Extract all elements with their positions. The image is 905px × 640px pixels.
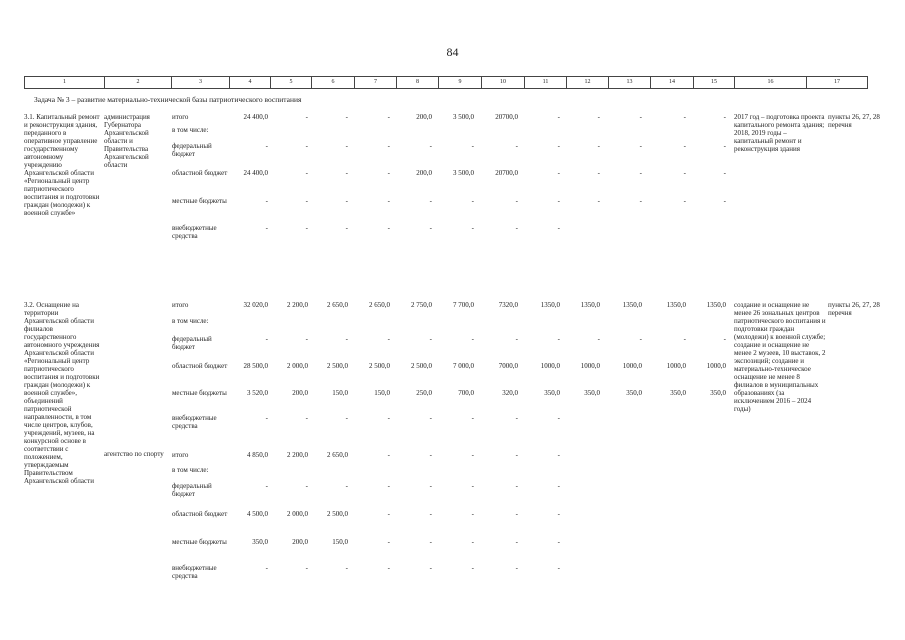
measure-3-1-value-cell: -	[723, 113, 726, 121]
measure-3-2-sport-executor: агентство по спорту	[104, 450, 164, 458]
measure-3-2-value-cell: 350,0	[544, 389, 560, 397]
measure-3-2-value-cell: -	[387, 414, 390, 422]
measure-3-2-value-cell: 7 700,0	[453, 301, 474, 309]
measure-3-2-sport-value-cell: 350,0	[252, 538, 268, 546]
measure-3-1-value-cell: 3 500,0	[453, 169, 474, 177]
measure-3-2-sport-value-cell: 2 200,0	[287, 451, 308, 459]
measure-3-1-value-cell: 24 400,0	[243, 113, 268, 121]
measure-3-2-sport-value-cell: -	[429, 564, 432, 572]
measure-3-1-value-cell: -	[597, 113, 600, 121]
measure-3-2-value-cell: -	[429, 335, 432, 343]
measure-3-2-value-cell: 2 000,0	[287, 362, 308, 370]
measure-3-2-row-label: федеральный бюджет	[172, 335, 212, 351]
measure-3-1-value-cell: 20700,0	[495, 169, 518, 177]
measure-3-2-value-cell: -	[471, 335, 474, 343]
measure-3-2-value-cell: 320,0	[502, 389, 518, 397]
measure-3-2-sport-value-cell: -	[557, 564, 560, 572]
page-number: 84	[446, 45, 459, 59]
measure-3-2-value-cell: 28 500,0	[243, 362, 268, 370]
measure-3-2-value-cell: 3 520,0	[247, 389, 268, 397]
measure-3-1-value-cell: -	[471, 224, 474, 232]
measure-3-1-value-cell: -	[345, 224, 348, 232]
measure-3-2-value-cell: -	[305, 414, 308, 422]
measure-3-1-value-cell: -	[723, 169, 726, 177]
measure-3-2-sport-value-cell: -	[557, 510, 560, 518]
measure-3-2-sport-value-cell: -	[429, 538, 432, 546]
measure-3-2-sport-row-label: местные бюджеты	[172, 538, 227, 546]
measure-3-2-value-cell: -	[557, 414, 560, 422]
measure-3-2-sport-value-cell: 2 650,0	[327, 451, 348, 459]
measure-3-2-value-cell: 7320,0	[498, 301, 518, 309]
header-cell-11: 11	[524, 77, 566, 88]
measure-3-2-value-cell: -	[639, 335, 642, 343]
measure-3-2-sport-value-cell: -	[305, 564, 308, 572]
measure-3-2-row-label: областной бюджет	[172, 362, 228, 370]
header-cell-14: 14	[650, 77, 693, 88]
measure-3-1-value-cell: -	[265, 224, 268, 232]
measure-3-2-value-cell: -	[305, 335, 308, 343]
measure-3-1-value-cell: -	[345, 142, 348, 150]
measure-3-2-value-cell: 1350,0	[706, 301, 726, 309]
measure-3-2-value-cell: 200,0	[292, 389, 308, 397]
measure-3-2-value-cell: 2 500,0	[369, 362, 390, 370]
measure-3-1-value-cell: -	[305, 142, 308, 150]
measure-3-2-sport-value-cell: -	[345, 482, 348, 490]
measure-3-1-row-label: в том числе:	[172, 126, 209, 134]
measure-3-2-value-cell: -	[345, 335, 348, 343]
column-number-header	[24, 76, 868, 89]
measure-3-1-value-cell: -	[683, 142, 686, 150]
measure-3-1-value-cell: -	[557, 169, 560, 177]
measure-3-1-value-cell: -	[305, 169, 308, 177]
measure-3-2-value-cell: 1000,0	[706, 362, 726, 370]
measure-3-2-value-cell: 150,0	[374, 389, 390, 397]
measure-3-2-value-cell: -	[345, 414, 348, 422]
measure-3-2-value-cell: 1350,0	[580, 301, 600, 309]
measure-3-1-value-cell: -	[305, 224, 308, 232]
measure-3-2-sport-value-cell: -	[387, 482, 390, 490]
measure-3-2-sport-value-cell: -	[515, 510, 518, 518]
measure-3-2-sport-value-cell: 4 850,0	[247, 451, 268, 459]
measure-3-1-value-cell: -	[639, 197, 642, 205]
measure-3-2-sport-value-cell: -	[265, 482, 268, 490]
measure-3-1-value-cell: -	[683, 113, 686, 121]
measure-3-2-sport-value-cell: 4 500,0	[247, 510, 268, 518]
measure-3-2-title: 3.2. Оснащение на территории Архангельской области филиалов государственного автономного учреждения Архангельской области «Региональный центр патриотического воспитания и подготовки граждан (молодежи) к военной службе», объединений патриотической направленности, в том числе центров, клубов, учреждений, музеев, на конкурсной основе в соответствии с положением, утверждаемым Правительством Архангельской области	[24, 301, 100, 485]
measure-3-2-row-label: итого	[172, 301, 189, 309]
measure-3-2-sport-value-cell: -	[515, 564, 518, 572]
measure-3-2-sport-value-cell: -	[305, 482, 308, 490]
measure-3-2-sport-value-cell: -	[557, 538, 560, 546]
measure-3-2-value-cell: 2 750,0	[411, 301, 432, 309]
measure-3-1-value-cell: 200,0	[416, 113, 432, 121]
header-cell-4: 4	[229, 77, 270, 88]
measure-3-2-value-cell: 1000,0	[666, 362, 686, 370]
measure-3-2-value-cell: 2 500,0	[411, 362, 432, 370]
measure-3-2-sport-value-cell: 2 500,0	[327, 510, 348, 518]
measure-3-2-value-cell: 350,0	[626, 389, 642, 397]
measure-3-1-value-cell: -	[557, 197, 560, 205]
measure-3-2-value-cell: 2 650,0	[369, 301, 390, 309]
measure-3-2-sport-row-label: областной бюджет	[172, 510, 228, 518]
measure-3-1-value-cell: -	[723, 142, 726, 150]
measure-3-2-value-cell: -	[597, 335, 600, 343]
measure-3-2-row-label: внебюджетные средства	[172, 414, 217, 430]
measure-3-1-value-cell: -	[305, 113, 308, 121]
measure-3-1-value-cell: -	[387, 142, 390, 150]
measure-3-2-value-cell: -	[265, 335, 268, 343]
measure-3-1-value-cell: -	[345, 113, 348, 121]
measure-3-2-value-cell: 1000,0	[580, 362, 600, 370]
measure-3-1-value-cell: -	[639, 169, 642, 177]
measure-3-2-value-cell: 7 000,0	[453, 362, 474, 370]
measure-3-2-sport-row-label: федеральный бюджет	[172, 482, 212, 498]
measure-3-2-sport-value-cell: -	[265, 564, 268, 572]
measure-3-2-sport-value-cell: -	[471, 510, 474, 518]
measure-3-2-value-cell: 1350,0	[666, 301, 686, 309]
measure-3-1-value-cell: 200,0	[416, 169, 432, 177]
measure-3-2-sport-value-cell: -	[429, 510, 432, 518]
measure-3-1-row-label: местные бюджеты	[172, 197, 227, 205]
measure-3-2-sport-value-cell: 2 000,0	[287, 510, 308, 518]
measure-3-2-sport-value-cell: -	[515, 451, 518, 459]
measure-3-2-sport-value-cell: -	[387, 451, 390, 459]
header-cell-12: 12	[566, 77, 608, 88]
measure-3-2-value-cell: 700,0	[458, 389, 474, 397]
measure-3-1-row-label: итого	[172, 113, 189, 121]
measure-3-1-row-label: федеральный бюджет	[172, 142, 212, 158]
header-cell-16: 16	[734, 77, 806, 88]
measure-3-2-sport-value-cell: -	[471, 482, 474, 490]
measure-3-2-value-cell: -	[557, 335, 560, 343]
measure-3-2-value-cell: 1000,0	[622, 362, 642, 370]
measure-3-1-value-cell: 24 400,0	[243, 169, 268, 177]
measure-3-2-sport-value-cell: -	[557, 451, 560, 459]
measure-3-1-value-cell: -	[429, 224, 432, 232]
header-cell-5: 5	[270, 77, 311, 88]
measure-3-1-value-cell: -	[683, 197, 686, 205]
header-cell-7: 7	[354, 77, 396, 88]
measure-3-2-value-cell: 350,0	[584, 389, 600, 397]
measure-3-1-value-cell: -	[345, 197, 348, 205]
measure-3-2-value-cell: 1000,0	[540, 362, 560, 370]
measure-3-1-value-cell: -	[265, 197, 268, 205]
measure-3-2-value-cell: 350,0	[670, 389, 686, 397]
header-cell-15: 15	[693, 77, 734, 88]
measure-3-1-result: 2017 год – подготовка проекта капитального ремонта здания; 2018, 2019 годы – капитальный ремонт и реконструкция здания	[734, 113, 825, 153]
measure-3-2-sport-value-cell: -	[429, 482, 432, 490]
measure-3-2-sport-value-cell: 150,0	[332, 538, 348, 546]
measure-3-2-reference: пункты 26, 27, 28 перечня	[828, 301, 880, 317]
measure-3-1-value-cell: -	[597, 169, 600, 177]
measure-3-1-value-cell: -	[639, 113, 642, 121]
measure-3-1-value-cell: -	[387, 169, 390, 177]
measure-3-1-value-cell: -	[387, 113, 390, 121]
measure-3-1-row-label: областной бюджет	[172, 169, 228, 177]
measure-3-1-value-cell: -	[515, 197, 518, 205]
measure-3-1-value-cell: -	[471, 142, 474, 150]
measure-3-1-value-cell: -	[471, 197, 474, 205]
measure-3-2-value-cell: 32 020,0	[243, 301, 268, 309]
measure-3-1-executor: администрация Губернатора Архангельской области и Правительства Архангельской области	[104, 113, 150, 169]
header-cell-9: 9	[438, 77, 481, 88]
measure-3-1-value-cell: -	[597, 142, 600, 150]
measure-3-2-value-cell: 2 200,0	[287, 301, 308, 309]
measure-3-2-result: создание и оснащение не менее 26 зональных центров патриотического воспитания и подготовки граждан (молодежи) к военной службе; создание и оснащение не менее 2 музеев, 10 выставок, 2 экспозиций; создание и материально-техническое оснащение не менее 8 филиалов в муниципальных образованиях (за исключением 2016 – 2024 годы)	[734, 301, 826, 413]
measure-3-2-sport-value-cell: -	[471, 451, 474, 459]
measure-3-1-value-cell: -	[265, 142, 268, 150]
measure-3-2-value-cell: 7000,0	[498, 362, 518, 370]
measure-3-2-value-cell: -	[515, 414, 518, 422]
measure-3-2-sport-value-cell: -	[387, 564, 390, 572]
measure-3-2-row-label: местные бюджеты	[172, 389, 227, 397]
measure-3-2-value-cell: -	[723, 335, 726, 343]
task-title: Задача № 3 – развитие материально-технической базы патриотического воспитания	[34, 95, 302, 104]
measure-3-2-sport-value-cell: -	[471, 564, 474, 572]
header-cell-1: 1	[24, 77, 104, 88]
measure-3-2-value-cell: -	[683, 335, 686, 343]
measure-3-2-value-cell: 150,0	[332, 389, 348, 397]
header-cell-10: 10	[481, 77, 524, 88]
measure-3-1-value-cell: -	[639, 142, 642, 150]
measure-3-2-row-label: в том числе:	[172, 317, 209, 325]
measure-3-2-value-cell: 2 500,0	[327, 362, 348, 370]
measure-3-2-sport-value-cell: -	[471, 538, 474, 546]
measure-3-2-value-cell: 1350,0	[622, 301, 642, 309]
measure-3-1-value-cell: 20700,0	[495, 113, 518, 121]
measure-3-2-sport-row-label: итого	[172, 451, 189, 459]
measure-3-2-value-cell: -	[471, 414, 474, 422]
measure-3-1-value-cell: 3 500,0	[453, 113, 474, 121]
measure-3-2-value-cell: -	[265, 414, 268, 422]
measure-3-1-value-cell: -	[429, 197, 432, 205]
measure-3-2-sport-value-cell: -	[387, 538, 390, 546]
header-cell-3: 3	[171, 77, 229, 88]
measure-3-1-value-cell: -	[597, 197, 600, 205]
measure-3-2-sport-value-cell: 200,0	[292, 538, 308, 546]
header-cell-17: 17	[806, 77, 868, 88]
measure-3-1-value-cell: -	[515, 224, 518, 232]
measure-3-1-value-cell: -	[723, 197, 726, 205]
measure-3-2-sport-value-cell: -	[515, 538, 518, 546]
header-cell-8: 8	[396, 77, 438, 88]
measure-3-1-value-cell: -	[387, 224, 390, 232]
measure-3-2-sport-value-cell: -	[515, 482, 518, 490]
measure-3-2-value-cell: 250,0	[416, 389, 432, 397]
measure-3-2-sport-row-label: внебюджетные средства	[172, 564, 217, 580]
measure-3-1-value-cell: -	[557, 142, 560, 150]
measure-3-1-value-cell: -	[305, 197, 308, 205]
measure-3-1-value-cell: -	[387, 197, 390, 205]
measure-3-2-value-cell: -	[387, 335, 390, 343]
measure-3-2-value-cell: -	[515, 335, 518, 343]
measure-3-1-value-cell: -	[557, 113, 560, 121]
measure-3-1-reference: пункты 26, 27, 28 перечня	[828, 113, 880, 129]
measure-3-2-sport-value-cell: -	[429, 451, 432, 459]
measure-3-1-value-cell: -	[683, 169, 686, 177]
header-cell-13: 13	[608, 77, 650, 88]
header-cell-6: 6	[311, 77, 354, 88]
measure-3-2-sport-value-cell: -	[387, 510, 390, 518]
measure-3-1-row-label: внебюджетные средства	[172, 224, 217, 240]
measure-3-2-sport-value-cell: -	[557, 482, 560, 490]
measure-3-2-value-cell: 2 650,0	[327, 301, 348, 309]
measure-3-2-sport-row-label: в том числе:	[172, 466, 209, 474]
measure-3-2-value-cell: -	[429, 414, 432, 422]
measure-3-1-value-cell: -	[515, 142, 518, 150]
measure-3-2-sport-value-cell: -	[345, 564, 348, 572]
measure-3-2-value-cell: 1350,0	[540, 301, 560, 309]
measure-3-2-value-cell: 350,0	[710, 389, 726, 397]
measure-3-1-value-cell: -	[345, 169, 348, 177]
measure-3-1-value-cell: -	[429, 142, 432, 150]
header-cell-2: 2	[104, 77, 171, 88]
measure-3-1-title: 3.1. Капитальный ремонт и реконструкция здания, переданного в оперативное управление государственному автономному учреждению Архангельской области «Региональный центр патриотического воспитания и подготовки граждан (молодежи) к военной службе»	[24, 113, 100, 217]
measure-3-1-value-cell: -	[557, 224, 560, 232]
